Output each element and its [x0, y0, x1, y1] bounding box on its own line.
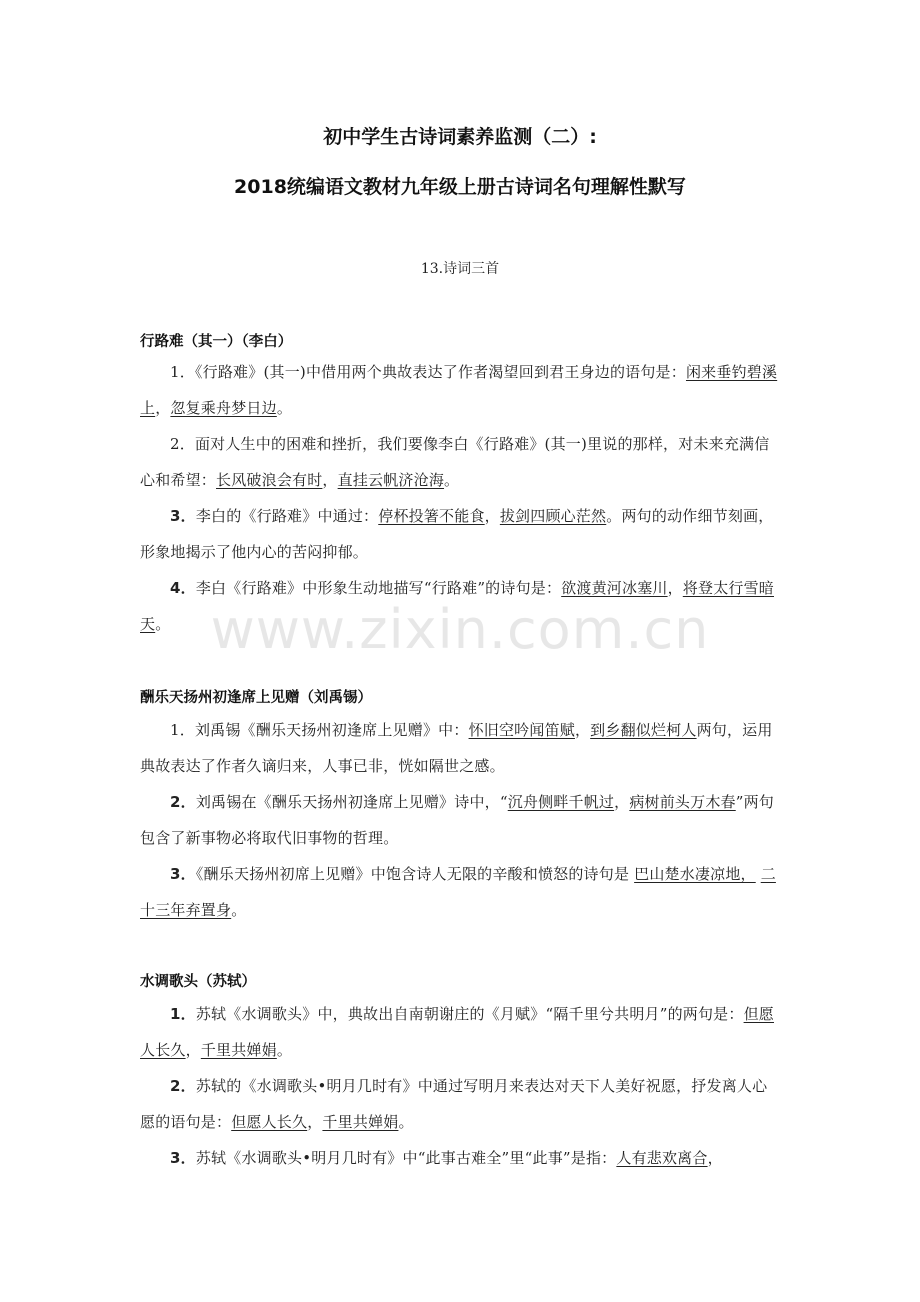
answer: 千里共婵娟 [322, 1113, 399, 1131]
answer: 二十三年弃置身 [140, 865, 776, 919]
section-heading: 酬乐天扬州初逢席上见赠（刘禹锡） [140, 690, 372, 706]
list-item: 1．《行路难》(其一)中借用两个典故表达了作者渴望回到君王身边的语句是：闲来垂钓碧溪上，忽复乘舟梦日边。 [140, 363, 778, 417]
list-item: 4．李白《行路难》中形象生动地描写“行路难”的诗句是：欲渡黄河冰塞川，将登太行雪暗天。 [140, 579, 774, 633]
list-item: 2．刘禹锡在《酬乐天扬州初逢席上见赠》诗中，“沉舟侧畔千帆过，病树前头万木春”两句包含了新事物必将取代旧事物的哲理。 [140, 793, 775, 847]
section-subtitle: 13.诗词三首 [420, 261, 500, 277]
section-heading: 行路难（其一）（李白） [140, 334, 293, 350]
answer: 闲来垂钓碧溪上 [140, 363, 778, 417]
page-title-line1: 初中学生古诗词素养监测（二）: [323, 126, 597, 148]
answer: 忽复乘舟梦日边 [170, 399, 277, 417]
list-item: 1．刘禹锡《酬乐天扬州初逢席上见赠》中：怀旧空吟闻笛赋，到乡翻似烂柯人两句，运用典故表达了作者久谪归来，人事已非，恍如隔世之感。 [140, 721, 773, 775]
answer: 病树前头万木春 [629, 793, 736, 811]
answer: 直挂云帆济沧海 [337, 471, 445, 489]
list-item: 3．《酬乐天扬州初席上见赠》中饱含诗人无限的辛酸和愤怒的诗句是 巴山楚水凄凉地， 二十三年弃置身。 [140, 865, 776, 919]
answer: 但愿人长久 [140, 1005, 774, 1059]
list-item: 1．苏轼《水调歌头》中，典故出自南朝谢庄的《月赋》“隔千里兮共明月”的两句是：但愿人长久，千里共婵娟。 [140, 1005, 774, 1059]
watermark: www.zixin.com.cn [210, 598, 710, 661]
list-item: 2．面对人生中的困难和挫折，我们要像李白《行路难》(其一)里说的那样，对未来充满信心和希望：长风破浪会有时，直挂云帆济沧海。 [140, 435, 770, 489]
list-item: 2．苏轼的《水调歌头•明月几时有》中通过写明月来表达对天下人美好祝愿，抒发离人心愿的语句是：但愿人长久，千里共婵娟。 [140, 1077, 768, 1131]
answer: 长风破浪会有时 [216, 471, 323, 489]
section-heading: 水调歌头（苏轼） [140, 974, 256, 990]
answer: 千里共婵娟 [200, 1041, 277, 1059]
answer: 欲渡黄河冰塞川 [561, 579, 668, 597]
list-item: 3．苏轼《水调歌头•明月几时有》中“此事古难全”里“此事”是指：人有悲欢离合， [170, 1149, 723, 1167]
answer: 人有悲欢离合 [616, 1149, 708, 1167]
answer: 拔剑四顾心茫然 [499, 507, 607, 525]
answer: 怀旧空吟闻笛赋 [468, 721, 575, 739]
answer: 将登太行雪暗天 [140, 579, 774, 633]
page-title-line2: 2018统编语文教材九年级上册古诗词名句理解性默写 [234, 176, 686, 198]
list-item: 3．李白的《行路难》中通过：停杯投箸不能食，拔剑四顾心茫然。两句的动作细节刻画，形象地揭示了他内心的苦闷抑郁。 [140, 507, 774, 561]
answer: 但愿人长久 [231, 1113, 308, 1131]
answer: 到乡翻似烂柯人 [590, 721, 697, 739]
answer: 巴山楚水凄凉地， [634, 865, 756, 883]
answer: 停杯投箸不能食 [378, 507, 485, 525]
answer: 沉舟侧畔千帆过 [507, 793, 615, 811]
